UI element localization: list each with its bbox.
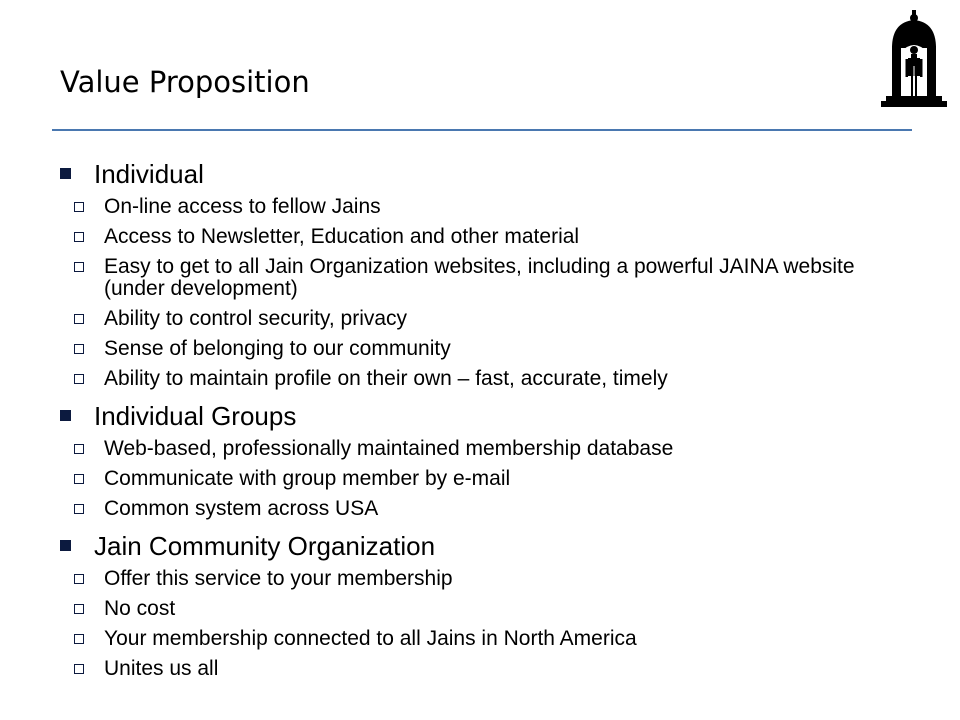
list-item xyxy=(62,438,920,460)
list-item xyxy=(62,338,920,360)
section-individual xyxy=(60,156,920,390)
sub-list xyxy=(94,568,920,680)
list-item-text: Ability to maintain profile on their own – fast, accurate, timely xyxy=(104,367,668,390)
list-item xyxy=(62,598,920,620)
section-heading: Individual Groups xyxy=(94,401,297,431)
list-item xyxy=(62,498,920,520)
list-item-text: Easy to get to all Jain Organization websites, including a powerful JAINA website (under development) xyxy=(104,255,855,300)
list-item-text: On-line access to fellow Jains xyxy=(104,195,381,218)
list-item-text: Unites us all xyxy=(104,657,219,680)
hollow-square-bullet-icon xyxy=(74,604,84,614)
square-bullet-icon xyxy=(60,540,71,551)
hollow-square-bullet-icon xyxy=(74,664,84,674)
list-item xyxy=(62,256,920,300)
hollow-square-bullet-icon xyxy=(74,444,84,454)
slide-title: Value Proposition xyxy=(60,65,310,99)
sub-list xyxy=(94,196,920,390)
hollow-square-bullet-icon xyxy=(74,374,84,384)
hollow-square-bullet-icon xyxy=(74,504,84,514)
list-item-text: Sense of belonging to our community xyxy=(104,337,451,360)
list-item-text: Ability to control security, privacy xyxy=(104,307,408,330)
list-item xyxy=(62,308,920,330)
section-jain-community-organization xyxy=(60,528,920,680)
hollow-square-bullet-icon xyxy=(74,232,84,242)
list-item-text: Communicate with group member by e-mail xyxy=(104,467,511,490)
list-item xyxy=(62,468,920,490)
hollow-square-bullet-icon xyxy=(74,314,84,324)
list-item xyxy=(62,658,920,680)
section-heading: Jain Community Organization xyxy=(94,531,436,561)
square-bullet-icon xyxy=(60,410,71,421)
hollow-square-bullet-icon xyxy=(74,574,84,584)
title-divider xyxy=(52,129,912,131)
list-item-text: Web-based, professionally maintained membership database xyxy=(104,437,674,460)
list-item-text: No cost xyxy=(104,597,176,620)
hollow-square-bullet-icon xyxy=(74,262,84,272)
bullet-list xyxy=(60,156,920,688)
jain-temple-logo-icon xyxy=(878,8,950,108)
section-heading: Individual xyxy=(94,159,204,189)
sub-list xyxy=(94,438,920,520)
list-item xyxy=(62,368,920,390)
list-item xyxy=(62,196,920,218)
hollow-square-bullet-icon xyxy=(74,634,84,644)
list-item-text: Your membership connected to all Jains in North America xyxy=(104,627,637,650)
list-item xyxy=(62,628,920,650)
list-item xyxy=(62,568,920,590)
hollow-square-bullet-icon xyxy=(74,344,84,354)
list-item-text: Access to Newsletter, Education and other material xyxy=(104,225,580,248)
square-bullet-icon xyxy=(60,168,71,179)
section-individual-groups xyxy=(60,398,920,520)
hollow-square-bullet-icon xyxy=(74,474,84,484)
list-item xyxy=(62,226,920,248)
hollow-square-bullet-icon xyxy=(74,202,84,212)
list-item-text: Common system across USA xyxy=(104,497,379,520)
list-item-text: Offer this service to your membership xyxy=(104,567,453,590)
